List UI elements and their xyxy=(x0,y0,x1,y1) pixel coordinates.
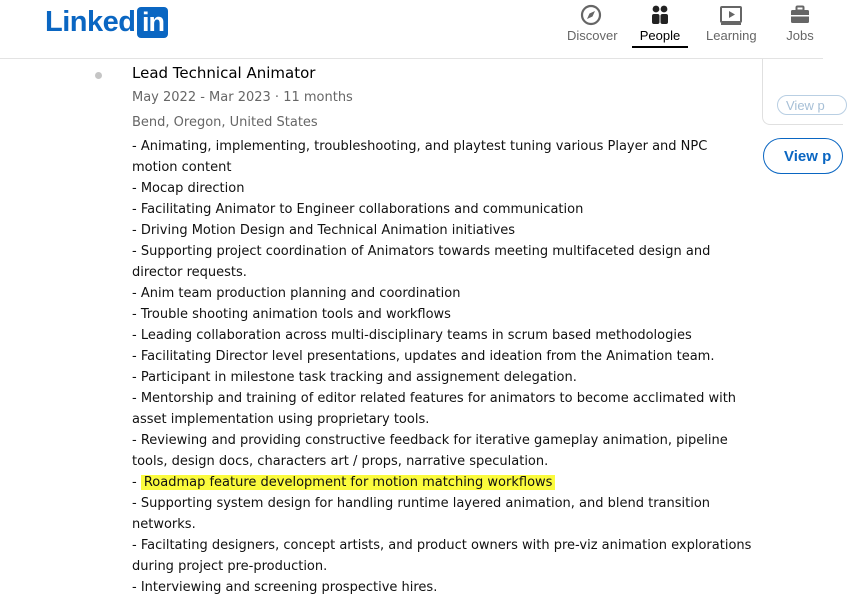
compass-icon xyxy=(580,4,602,26)
logo-in-box: in xyxy=(137,7,168,38)
experience-description xyxy=(132,136,752,598)
top-navigation-bar xyxy=(0,0,823,59)
linkedin-logo[interactable] xyxy=(45,6,168,38)
view-profile-button[interactable]: View p xyxy=(763,138,843,174)
experience-dates: May 2022 - Mar 2023 · 11 months xyxy=(132,90,353,105)
briefcase-icon xyxy=(789,4,811,26)
description-line: - Mentorship and training of editor related features for animators to become acclimated with xyxy=(132,391,737,406)
nav-discover-label: Discover xyxy=(567,28,618,43)
description-line: - Reviewing and providing constructive feedback for iterative gameplay animation, pipeline xyxy=(132,433,728,448)
view-profile-button-small[interactable]: View p xyxy=(777,95,847,115)
description-line: - Anim team production planning and coordination xyxy=(132,286,461,301)
nav-learning-label: Learning xyxy=(706,28,757,43)
logo-wordmark: Linked xyxy=(45,6,136,38)
nav-discover[interactable] xyxy=(567,0,618,46)
description-line: during project pre-production. xyxy=(132,559,328,574)
highlighted-description-line xyxy=(132,472,732,493)
description-line: - Participant in milestone task tracking and assignement delegation. xyxy=(132,370,577,385)
description-line: - Faciltating designers, concept artists, and product owners with pre-viz animation explorations xyxy=(132,538,752,553)
description-line: asset implementation using proprietary tools. xyxy=(132,412,430,427)
description-line: - Driving Motion Design and Technical Animation initiatives xyxy=(132,223,516,238)
experience-location: Bend, Oregon, United States xyxy=(132,115,318,130)
description-line: - Facilitating Director level presentations, updates and ideation from the Animation team. xyxy=(132,349,715,364)
nav-jobs-label: Jobs xyxy=(786,28,814,43)
description-line: - Leading collaboration across multi-disciplinary teams in scrum based methodologies xyxy=(132,328,692,343)
nav-jobs[interactable] xyxy=(786,0,814,46)
play-screen-icon xyxy=(719,4,743,26)
description-bullet: - xyxy=(132,475,141,490)
description-line: - Animating, implementing, troubleshooting, and playtest tuning various Player and NPC xyxy=(132,139,708,154)
description-line: networks. xyxy=(132,517,196,532)
highlighted-text: Roadmap feature development for motion matching workflows xyxy=(141,475,556,490)
description-line: tools, design docs, characters art / props, narrative speculation. xyxy=(132,454,549,469)
nav-learning[interactable] xyxy=(706,0,756,46)
people-icon xyxy=(649,4,671,26)
description-line: - Supporting system design for handling runtime layered animation, and blend transition xyxy=(132,496,711,511)
active-tab-underline xyxy=(632,46,688,48)
nav-people-label: People xyxy=(639,28,681,43)
timeline-dot xyxy=(95,72,102,79)
description-line: motion content xyxy=(132,160,232,175)
description-line: - Facilitating Animator to Engineer collaborations and communication xyxy=(132,202,584,217)
description-line: - Mocap direction xyxy=(132,181,245,196)
description-line: - Trouble shooting animation tools and workflows xyxy=(132,307,451,322)
description-line: - Supporting project coordination of Animators towards meeting multifaceted design and xyxy=(132,244,711,259)
description-line: - Interviewing and screening prospective hires. xyxy=(132,580,438,595)
experience-title: Lead Technical Animator xyxy=(132,64,316,82)
nav-people[interactable] xyxy=(632,0,688,46)
description-line: director requests. xyxy=(132,265,247,280)
